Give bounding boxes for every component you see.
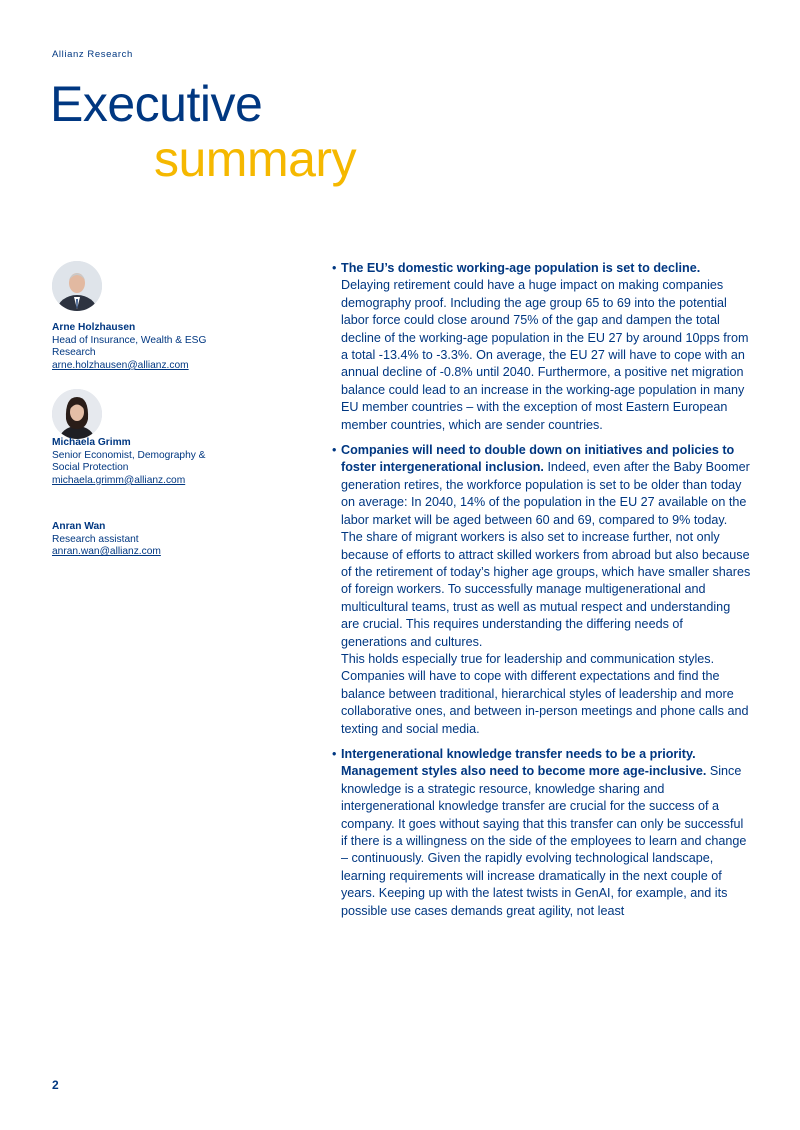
- bullet-lead: Companies will need to double down on initiatives and policies to foster intergenerational inclusion.: [341, 443, 735, 475]
- bullet-text: Delaying retirement could have a huge impact on making companies demography proof. Including the age group 65 to 69 into the potential labor force could close around 75% of the gap and dampen the total decline of the working-age population in the EU 27 by around 10pps from a total -13.4% to -3.3%. On average, the EU 27 will have to cope with an annual decline of -0.8% until 2040. Furthermore, a positive net migration balance could lead to an increase in the working-age population in many EU member countries – with the exception of most Eastern European member countries, which are sender countries.: [341, 278, 749, 432]
- bullet-text: Since knowledge is a strategic resource, knowledge sharing and intergenerational knowledge transfer are crucial for the success of a company. It goes without saying that this transfer can only be successful if there is a willingness on the side of the employees to learn and change – continuously. Given the rapidly evolving technological landscape, learning requirements will increase dramatically in the next couple of years. Keeping up with the latest twists in GenAI, for example, and its possible use cases demands great agility, not least: [341, 764, 747, 918]
- author-role: Head of Insurance, Wealth & ESG Research: [52, 334, 207, 359]
- summary-content: [333, 260, 751, 928]
- bullet-lead: Intergenerational knowledge transfer needs to be a priority. Management styles also need to become more age-inclusive.: [341, 746, 707, 779]
- author-photo-arne-holzhausen: [52, 261, 102, 311]
- person-portrait-icon: [52, 261, 102, 311]
- report-header-label: Allianz Research: [52, 49, 133, 60]
- bullet-text-continued: This holds especially true for leadership and communication styles. Companies will have to cope with different expectations and find the balance between traditional, hierarchical styles of leadership and more collaborative ones, and between in-person meetings and phone calls and texting and social media.: [341, 651, 749, 736]
- bullet-text: Indeed, even after the Baby Boomer generation retires, the workforce population is set to be older than today on average: In 2040, 14% of the population in the EU 27 available on the labor market will be aged between 60 and 69, compared to 9% today. The share of migrant workers is also set to increase further, not only because of efforts to attract skilled workers from abroad but also because of the retirement of today’s higher age groups, which have smaller shares of foreign workers. To successfully manage multigenerational and multicultural teams, trust as well as mutual respect and understanding are crucial. This requires understanding the differing needs of generations and cultures.: [341, 460, 751, 649]
- person-portrait-icon: [52, 389, 102, 439]
- author-name: Arne Holzhausen: [52, 322, 136, 333]
- summary-bullet: [333, 260, 751, 434]
- author-block-michaela-grimm: [52, 437, 272, 487]
- summary-bullet: [333, 442, 751, 738]
- bullet-lead: The EU’s domestic working-age population is set to decline.: [341, 261, 701, 275]
- author-photo-michaela-grimm: [52, 389, 102, 439]
- author-email-link[interactable]: michaela.grimm@allianz.com: [52, 474, 186, 486]
- author-role: Senior Economist, Demography & Social Protection: [52, 449, 206, 474]
- page-title-line-1: Executive: [50, 76, 263, 132]
- author-role: Research assistant: [52, 533, 139, 545]
- author-block-anran-wan: [52, 521, 272, 559]
- author-block-arne-holzhausen: [52, 322, 272, 372]
- author-name: Michaela Grimm: [52, 437, 131, 448]
- author-email-link[interactable]: arne.holzhausen@allianz.com: [52, 359, 189, 371]
- page-number: 2: [52, 1078, 59, 1092]
- summary-bullet: [333, 746, 751, 920]
- author-email-link[interactable]: anran.wan@allianz.com: [52, 546, 161, 558]
- author-name: Anran Wan: [52, 521, 106, 532]
- page-title-line-2: summary: [154, 131, 357, 187]
